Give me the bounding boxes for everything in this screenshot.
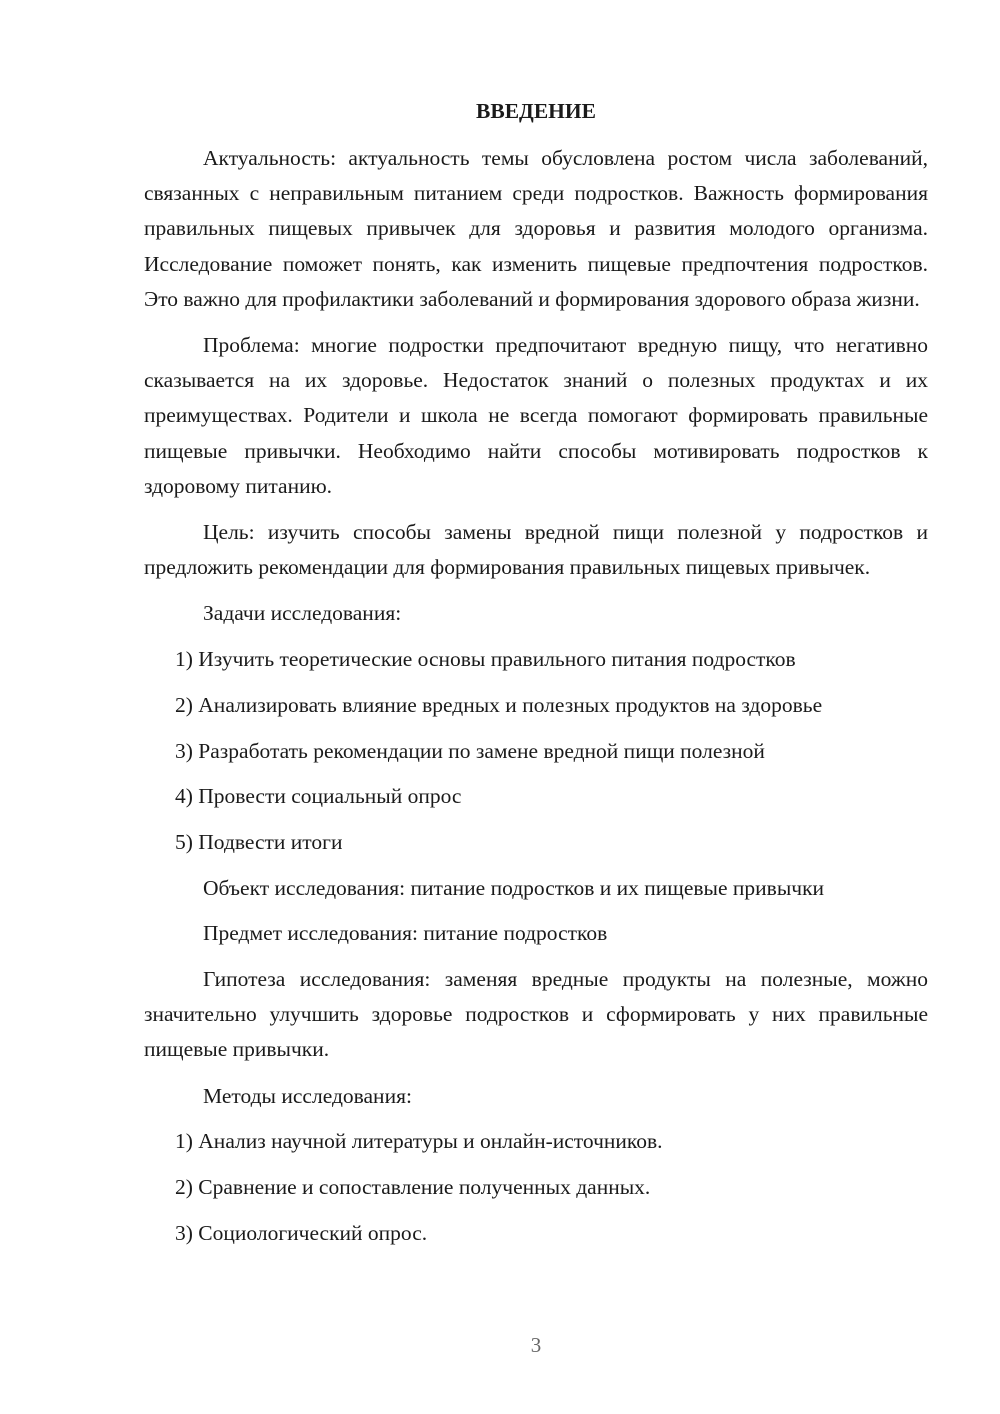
tasks-list	[144, 642, 928, 860]
list-item: 4) Провести социальный опрос	[175, 784, 462, 809]
list-item: 5) Подвести итоги	[175, 829, 343, 854]
relevance-paragraph: Актуальность: актуальность темы обусловлена ростом числа заболеваний, связанных с неправильным питанием среди подростков. Важность формирования правильных пищевых привычек для здоровья и развития молодого организма. Исследование поможет понять, как изменить пищевые предпочтения подростков. Это важно для профилактики заболеваний и формирования здорового образа жизни.	[144, 146, 928, 311]
list-item: 2) Сравнение и сопоставление полученных данных.	[175, 1175, 651, 1200]
page-title: ВВЕДЕНИЕ	[476, 99, 596, 123]
object-line: Объект исследования: питание подростков и их пищевые привычки	[203, 875, 825, 900]
list-item: 1) Изучить теоретические основы правильного питания подростков	[175, 647, 796, 672]
methods-list	[144, 1124, 928, 1251]
list-item: 3) Социологический опрос.	[175, 1220, 428, 1245]
methods-heading: Методы исследования:	[203, 1083, 412, 1108]
list-item: 3) Разработать рекомендации по замене вредной пищи полезной	[175, 738, 765, 763]
list-item: 2) Анализировать влияние вредных и полезных продуктов на здоровье	[175, 692, 823, 717]
list-item: 1) Анализ научной литературы и онлайн-источников.	[175, 1129, 663, 1154]
problem-paragraph: Проблема: многие подростки предпочитают вредную пищу, что негативно сказывается на их здоровье. Недостаток знаний о полезных продуктах и их преимуществах. Родители и школа не всегда помогают формировать правильные пищевые привычки. Необходимо найти способы мотивировать подростков к здоровому питанию.	[144, 333, 928, 498]
page-number: 3	[530, 1333, 542, 1357]
page-content	[144, 94, 928, 1261]
tasks-heading: Задачи исследования:	[203, 601, 402, 626]
subject-line: Предмет исследования: питание подростков	[203, 921, 608, 946]
goal-paragraph: Цель: изучить способы замены вредной пищи полезной у подростков и предложить рекомендации для формирования правильных пищевых привычек.	[144, 520, 928, 580]
hypothesis-paragraph: Гипотеза исследования: заменяя вредные продукты на полезные, можно значительно улучшить здоровье подростков и сформировать у них правильные пищевые привычки.	[144, 967, 928, 1062]
